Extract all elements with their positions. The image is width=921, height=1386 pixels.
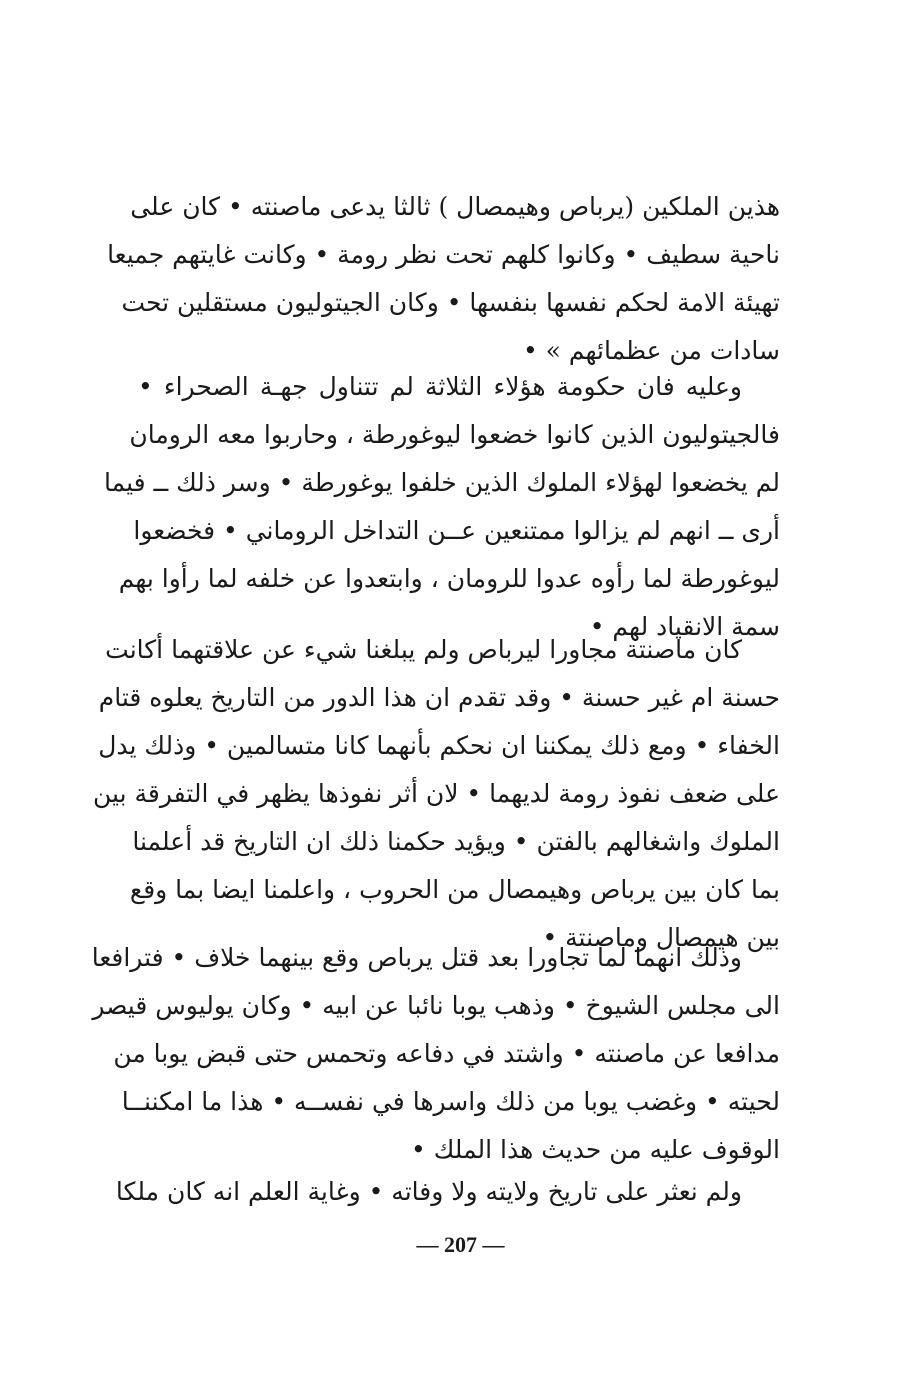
text-line: تهيئة الامة لحكم نفسها بنفسها • وكان الجيتوليون مستقلين تحت xyxy=(121,288,780,317)
text-line: وعليه فان حكومة هؤلاء الثلاثة لم تتناول جهـة الصحراء • xyxy=(138,372,742,401)
text-line: حسنة ام غير حسنة • وقد تقدم ان هذا الدور من التاريخ يعلوه قتام xyxy=(98,683,780,712)
text-line: هذين الملكين (يرباص وهيمصال ) ثالثا يدعى ماصنته • كان على xyxy=(130,192,780,221)
paragraph-1 xyxy=(107,183,780,375)
text-line: الى مجلس الشيوخ • وذهب يوبا نائبا عن ابيه • وكان يوليوس قيصر xyxy=(92,991,780,1020)
text-line: الخفاء • ومع ذلك يمكننا ان نحكم بأنهما كانا متسالمين • وذلك يدل xyxy=(98,731,780,760)
page-number: — 207 — xyxy=(416,1232,505,1257)
text-line: أرى ــ انهم لم يزالوا ممتنعين عــن التداخل الروماني • فخضعوا xyxy=(133,516,780,545)
text-line: الملوك واشغالهم بالفتن • ويؤيد حكمنا ذلك ان التاريخ قد أعلمنا xyxy=(132,827,780,856)
text-line: الوقوف عليه من حديث هذا الملك • xyxy=(411,1135,780,1164)
paragraph-2 xyxy=(104,363,780,651)
text-line: سادات من عظمائهم » • xyxy=(522,336,780,365)
text-line: ليوغورطة لما رأوه عدوا للرومان ، وابتعدوا عن خلفه لما رأوا بهم xyxy=(118,564,780,593)
text-line: بما كان بين يرباص وهيمصال من الحروب ، واعلمنا ايضا بما وقع xyxy=(129,875,780,904)
text-line: وذلك انهما لما تجاورا بعد قتل يرباص وقع بينهما خلاف • فترافعا xyxy=(91,943,742,972)
text-line: ناحية سطيف • وكانوا كلهم تحت نظر رومة • وكانت غايتهم جميعا xyxy=(107,240,780,269)
text-line: سمة الانقياد لهم • xyxy=(589,612,780,641)
text-line: لم يخضعوا لهؤلاء الملوك الذين خلفوا يوغورطة • وسر ذلك ــ فيما xyxy=(104,468,780,497)
paragraph-3 xyxy=(93,626,780,962)
paragraph-4 xyxy=(91,934,780,1174)
text-line: لحيته • وغضب يوبا من ذلك واسرها في نفســه • هذا ما امكننــا xyxy=(121,1087,780,1116)
text-line: ولم نعثر على تاريخ ولايته ولا وفاته • وغاية العلم انه كان ملكا xyxy=(115,1177,742,1206)
text-line: بين هيمصال وماصنتة • xyxy=(542,923,780,952)
text-line: على ضعف نفوذ رومة لديهما • لان أثر نفوذها يظهر في التفرقة بين xyxy=(93,779,780,808)
text-line: فالجيتوليون الذين كانوا خضعوا ليوغورطة ، وحاربوا معه الرومان xyxy=(129,420,780,449)
text-line: مدافعا عن ماصنته • واشتد في دفاعه وتحمس حتى قبض يوبا من xyxy=(113,1039,780,1068)
text-line: كان ماصنتة مجاورا ليرباص ولم يبلغنا شيء عن علاقتهما أكانت xyxy=(105,635,742,664)
paragraph-5 xyxy=(115,1168,780,1216)
